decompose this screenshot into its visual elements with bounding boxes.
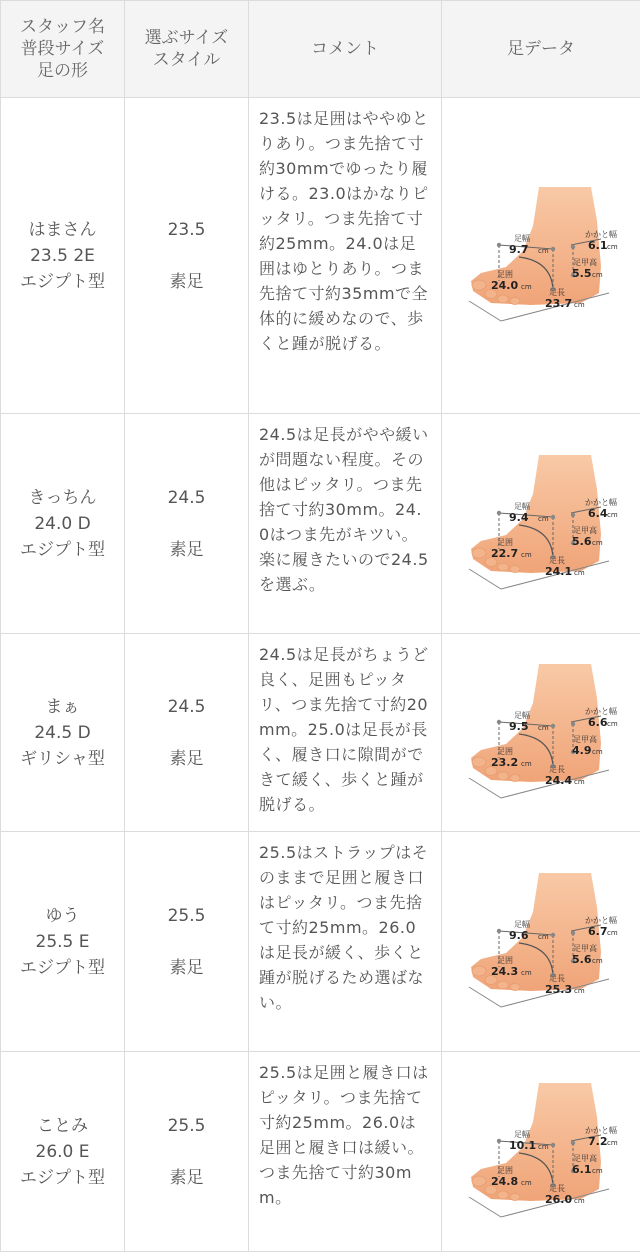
length-label: 足長 bbox=[549, 765, 565, 774]
header-size-line: スタイル bbox=[125, 49, 248, 71]
size-cell bbox=[125, 1052, 249, 1252]
width-unit: cm bbox=[538, 515, 549, 523]
style: 素足 bbox=[125, 537, 248, 563]
staff-cell bbox=[1, 98, 125, 414]
table-row bbox=[1, 832, 640, 1052]
width-value: 9.6 bbox=[509, 929, 529, 942]
foot-diagram bbox=[461, 181, 621, 331]
instep-value: 6.1 bbox=[572, 1163, 592, 1176]
length-unit: cm bbox=[574, 987, 585, 995]
foot-shape: エジプト型 bbox=[1, 269, 124, 295]
heel-label: かかと幅 bbox=[585, 229, 617, 239]
foot-shape: エジプト型 bbox=[1, 955, 124, 981]
length-value: 23.7 bbox=[545, 297, 572, 310]
foot-shape: エジプト型 bbox=[1, 1165, 124, 1191]
instep-unit: cm bbox=[592, 271, 603, 279]
foot-diagram bbox=[461, 867, 621, 1017]
table-row bbox=[1, 98, 640, 414]
heel-label: かかと幅 bbox=[585, 706, 617, 716]
instep-label: 足甲高 bbox=[573, 257, 597, 267]
comment-cell: 24.5は足長がやや緩いが問題ない程度。その他はピッタリ。つま先捨て寸約30mm。24.0はつま先がキツい。楽に履きたいので24.5を選ぶ。 bbox=[249, 414, 442, 634]
instep-value: 5.6 bbox=[572, 535, 592, 548]
length-label: 足長 bbox=[549, 556, 565, 565]
header-size bbox=[125, 1, 249, 98]
girth-label: 足囲 bbox=[497, 956, 513, 965]
length-value: 24.1 bbox=[545, 565, 572, 578]
header-staff bbox=[1, 1, 125, 98]
staff-name: きっちん bbox=[1, 485, 124, 511]
heel-value: 7.2 bbox=[588, 1135, 608, 1148]
width-label: 足幅 bbox=[514, 233, 530, 243]
heel-unit: cm bbox=[607, 511, 618, 519]
instep-label: 足甲高 bbox=[573, 1153, 597, 1163]
style: 素足 bbox=[125, 1165, 248, 1191]
girth-value: 24.3 bbox=[491, 965, 518, 978]
header-staff-line: 普段サイズ bbox=[1, 38, 124, 60]
width-unit: cm bbox=[538, 247, 549, 255]
girth-unit: cm bbox=[521, 551, 532, 559]
header-row bbox=[1, 1, 640, 98]
width-value: 9.7 bbox=[509, 243, 529, 256]
style: 素足 bbox=[125, 955, 248, 981]
girth-unit: cm bbox=[521, 760, 532, 768]
length-value: 25.3 bbox=[545, 983, 572, 996]
foot-data-cell bbox=[442, 634, 640, 832]
size-cell bbox=[125, 832, 249, 1052]
foot-shape: エジプト型 bbox=[1, 537, 124, 563]
chosen-size: 25.5 bbox=[125, 903, 248, 929]
width-label: 足幅 bbox=[514, 1129, 530, 1139]
foot-data-cell bbox=[442, 1052, 640, 1252]
width-unit: cm bbox=[538, 1143, 549, 1151]
girth-unit: cm bbox=[521, 1179, 532, 1187]
size-cell bbox=[125, 634, 249, 832]
length-unit: cm bbox=[574, 778, 585, 786]
size-cell bbox=[125, 98, 249, 414]
foot-diagram bbox=[461, 449, 621, 599]
girth-label: 足囲 bbox=[497, 747, 513, 756]
girth-value: 23.2 bbox=[491, 756, 518, 769]
instep-value: 4.9 bbox=[572, 744, 592, 757]
heel-unit: cm bbox=[607, 929, 618, 937]
width-unit: cm bbox=[538, 724, 549, 732]
table-row bbox=[1, 634, 640, 832]
heel-unit: cm bbox=[607, 720, 618, 728]
heel-label: かかと幅 bbox=[585, 497, 617, 507]
heel-value: 6.7 bbox=[588, 925, 608, 938]
foot-shape: ギリシャ型 bbox=[1, 746, 124, 772]
instep-value: 5.5 bbox=[572, 267, 592, 280]
style: 素足 bbox=[125, 269, 248, 295]
instep-unit: cm bbox=[592, 957, 603, 965]
foot-data-cell bbox=[442, 832, 640, 1052]
foot-diagram bbox=[461, 1077, 621, 1227]
staff-name: まぁ bbox=[1, 694, 124, 720]
staff-name: ことみ bbox=[1, 1113, 124, 1139]
chosen-size: 25.5 bbox=[125, 1113, 248, 1139]
width-value: 9.5 bbox=[509, 720, 529, 733]
header-foot-data: 足データ bbox=[442, 1, 640, 98]
instep-label: 足甲高 bbox=[573, 943, 597, 953]
staff-name: はまさん bbox=[1, 217, 124, 243]
instep-label: 足甲高 bbox=[573, 525, 597, 535]
girth-label: 足囲 bbox=[497, 1166, 513, 1175]
heel-label: かかと幅 bbox=[585, 1125, 617, 1135]
girth-value: 24.8 bbox=[491, 1175, 518, 1188]
width-label: 足幅 bbox=[514, 710, 530, 720]
comment-cell: 23.5は足囲はややゆとりあり。つま先捨て寸約30mmでゆったり履ける。23.0はかなりピッタリ。つま先捨て寸約25mm。24.0は足囲はゆとりあり。つま先捨て寸約35mmで全体的に緩めなので、歩くと踵が脱げる。 bbox=[249, 98, 442, 414]
foot-data-cell bbox=[442, 414, 640, 634]
usual-size: 26.0 E bbox=[1, 1139, 124, 1165]
staff-cell bbox=[1, 634, 125, 832]
width-value: 10.1 bbox=[509, 1139, 536, 1152]
girth-label: 足囲 bbox=[497, 538, 513, 547]
girth-unit: cm bbox=[521, 283, 532, 291]
girth-label: 足囲 bbox=[497, 270, 513, 279]
width-unit: cm bbox=[538, 933, 549, 941]
style: 素足 bbox=[125, 746, 248, 772]
width-value: 9.4 bbox=[509, 511, 529, 524]
usual-size: 25.5 E bbox=[1, 929, 124, 955]
comment-cell: 25.5は足囲と履き口はピッタリ。つま先捨て寸約25mm。26.0は足囲と履き口は緩い。つま先捨て寸約30mm。 bbox=[249, 1052, 442, 1252]
girth-value: 24.0 bbox=[491, 279, 518, 292]
chosen-size: 24.5 bbox=[125, 485, 248, 511]
heel-unit: cm bbox=[607, 243, 618, 251]
instep-unit: cm bbox=[592, 539, 603, 547]
length-value: 26.0 bbox=[545, 1193, 572, 1206]
table-row bbox=[1, 414, 640, 634]
heel-value: 6.6 bbox=[588, 716, 608, 729]
table-row bbox=[1, 1052, 640, 1252]
width-label: 足幅 bbox=[514, 501, 530, 511]
size-cell bbox=[125, 414, 249, 634]
chosen-size: 24.5 bbox=[125, 694, 248, 720]
length-unit: cm bbox=[574, 569, 585, 577]
staff-name: ゆう bbox=[1, 903, 124, 929]
comment-cell: 24.5は足長がちょうど良く、足囲もピッタリ、つま先捨て寸約20mm。25.0は足長が長く、履き口に隙間ができて緩く、歩くと踵が脱げる。 bbox=[249, 634, 442, 832]
length-label: 足長 bbox=[549, 288, 565, 297]
header-staff-line: スタッフ名 bbox=[1, 16, 124, 38]
foot-data-cell bbox=[442, 98, 640, 414]
instep-label: 足甲高 bbox=[573, 734, 597, 744]
girth-value: 22.7 bbox=[491, 547, 518, 560]
usual-size: 24.5 D bbox=[1, 720, 124, 746]
staff-cell bbox=[1, 1052, 125, 1252]
length-label: 足長 bbox=[549, 974, 565, 983]
heel-value: 6.1 bbox=[588, 239, 608, 252]
heel-label: かかと幅 bbox=[585, 915, 617, 925]
length-value: 24.4 bbox=[545, 774, 572, 787]
usual-size: 24.0 D bbox=[1, 511, 124, 537]
heel-value: 6.4 bbox=[588, 507, 608, 520]
header-comment: コメント bbox=[249, 1, 442, 98]
staff-cell bbox=[1, 832, 125, 1052]
length-unit: cm bbox=[574, 1197, 585, 1205]
instep-unit: cm bbox=[592, 1167, 603, 1175]
comment-cell: 25.5はストラップはそのままで足囲と履き口はピッタリ。つま先捨て寸約25mm。26.0は足長が緩く、歩くと踵が脱げるため選ばない。 bbox=[249, 832, 442, 1052]
header-staff-line: 足の形 bbox=[1, 60, 124, 82]
instep-value: 5.6 bbox=[572, 953, 592, 966]
foot-diagram bbox=[461, 658, 621, 808]
usual-size: 23.5 2E bbox=[1, 243, 124, 269]
chosen-size: 23.5 bbox=[125, 217, 248, 243]
length-label: 足長 bbox=[549, 1184, 565, 1193]
header-size-line: 選ぶサイズ bbox=[125, 27, 248, 49]
girth-unit: cm bbox=[521, 969, 532, 977]
width-label: 足幅 bbox=[514, 919, 530, 929]
length-unit: cm bbox=[574, 301, 585, 309]
instep-unit: cm bbox=[592, 748, 603, 756]
heel-unit: cm bbox=[607, 1139, 618, 1147]
staff-cell bbox=[1, 414, 125, 634]
